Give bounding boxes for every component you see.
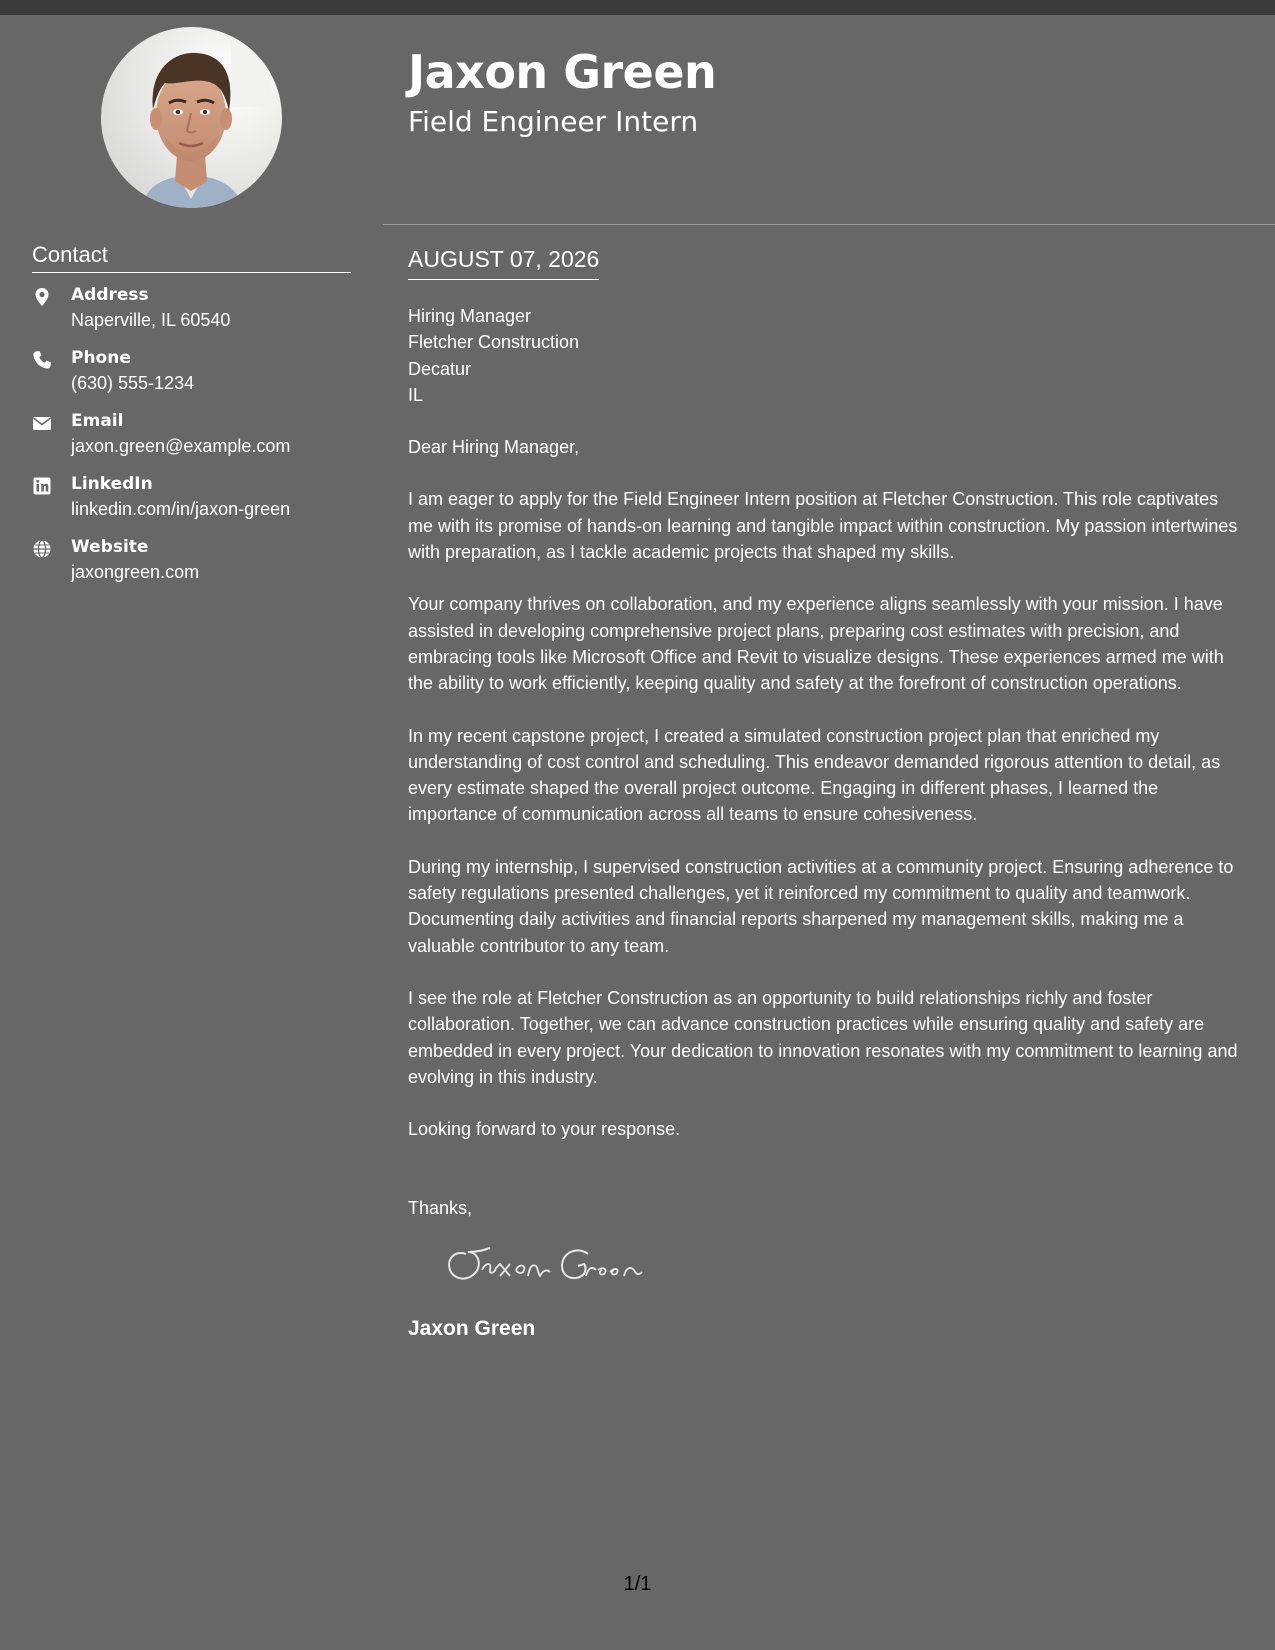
contact-heading: Contact bbox=[32, 242, 351, 273]
salutation: Dear Hiring Manager, bbox=[408, 437, 580, 458]
header-divider bbox=[383, 224, 1275, 225]
globe-icon bbox=[32, 539, 52, 559]
top-bar bbox=[0, 0, 1275, 15]
contact-item-linkedin bbox=[32, 473, 362, 536]
recipient-line: Decatur bbox=[408, 358, 472, 379]
letter-paragraph: I am eager to apply for the Field Engineer Intern position at Fletcher Construction. This role captivates me with its promise of hands-on learning and tangible impact within construction. My passion intertwines with preparation, as I tackle academic projects that shaped my skills. bbox=[408, 489, 1238, 563]
applicant-job-title: Field Engineer Intern bbox=[408, 105, 699, 138]
signer-name: Jaxon Green bbox=[408, 1317, 536, 1341]
handwritten-signature bbox=[438, 1236, 658, 1296]
portrait-image bbox=[101, 27, 282, 208]
signoff: Thanks, bbox=[408, 1198, 473, 1219]
envelope-icon bbox=[32, 413, 52, 433]
page-number: 1/1 bbox=[623, 1573, 652, 1595]
address-label: Address bbox=[71, 285, 149, 305]
linkedin-label: LinkedIn bbox=[71, 474, 153, 494]
contact-item-phone bbox=[32, 347, 362, 410]
letter-paragraph: Your company thrives on collaboration, and my experience aligns seamlessly with your mission. I have assisted in developing comprehensive project plans, preparing cost estimates with precision, and embracing tools like Microsoft Office and Revit to visualize designs. These experiences armed me with the ability to work efficiently, keeping quality and safety at the forefront of construction operations. bbox=[408, 594, 1224, 694]
website-value: jaxongreen.com bbox=[71, 562, 200, 582]
profile-photo bbox=[101, 27, 282, 208]
address-value: Naperville, IL 60540 bbox=[71, 310, 231, 330]
email-label: Email bbox=[71, 411, 124, 431]
letter-paragraph: In my recent capstone project, I created a simulated construction project plan that enriched my understanding of cost control and scheduling. This endeavor demanded rigorous attention to detail, as every estimate shaped the overall project outcome. Engaging in different phases, I learned the importance of communication across all teams to ensure cohesiveness. bbox=[408, 725, 1221, 825]
recipient-line: Hiring Manager bbox=[408, 306, 532, 326]
letter-date: AUGUST 07, 2026 bbox=[408, 245, 599, 280]
map-pin-icon bbox=[32, 287, 52, 307]
contact-item-email bbox=[32, 410, 362, 473]
phone-icon bbox=[32, 350, 52, 370]
applicant-name: Jaxon Green bbox=[408, 45, 717, 99]
closing-line: Looking forward to your response. bbox=[408, 1119, 681, 1140]
letter-paragraph: During my internship, I supervised construction activities at a community project. Ensuring adherence to safety regulations presented challenges, yet it reinforced my commitment to quality and teamwork. Documenting daily activities and financial reports sharpened my management skills, making me a valuable contributor to any team. bbox=[408, 856, 1234, 956]
linkedin-value: linkedin.com/in/jaxon-green bbox=[71, 499, 291, 519]
phone-label: Phone bbox=[71, 348, 131, 368]
phone-value: (630) 555-1234 bbox=[71, 373, 195, 393]
recipient-block bbox=[408, 303, 1248, 408]
letter-paragraph: I see the role at Fletcher Construction as an opportunity to build relationships richly and foster collaboration. Together, we can advance construction practices while ensuring quality and safety are embedded in every project. Your dedication to innovation resonates with my commitment to learning and evolving in this industry. bbox=[408, 987, 1238, 1087]
website-label: Website bbox=[71, 537, 149, 557]
contact-item-website bbox=[32, 536, 362, 599]
email-value: jaxon.green@example.com bbox=[71, 436, 291, 456]
recipient-line: Fletcher Construction bbox=[408, 332, 580, 353]
linkedin-icon bbox=[32, 476, 52, 496]
contact-list bbox=[32, 284, 362, 599]
letter-body bbox=[408, 303, 1248, 1343]
recipient-line: IL bbox=[408, 384, 424, 405]
contact-item-address bbox=[32, 284, 362, 347]
